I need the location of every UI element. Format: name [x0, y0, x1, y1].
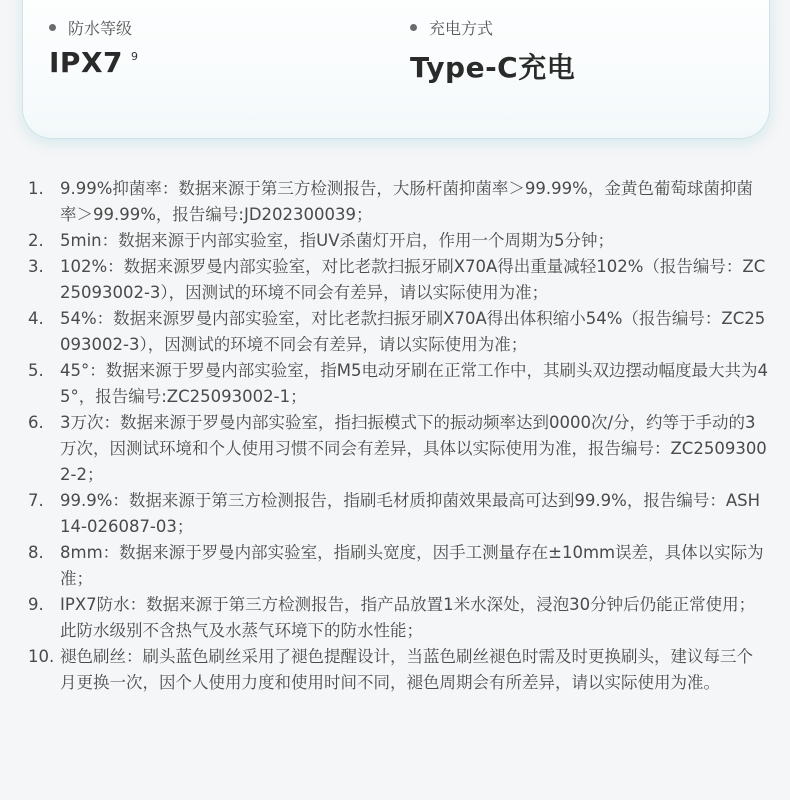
- bullet-dot-icon: [410, 24, 417, 31]
- spec-label: 充电方式: [429, 19, 494, 38]
- footnote-item: [28, 358, 768, 410]
- footnotes-list: [28, 176, 768, 696]
- footnote-text: 54%：数据来源罗曼内部实验室，对比老款扫振牙刷X70A得出体积缩小54%（报告编号：ZC25093002-3），因测试的环境不同会有差异，请以实际使用为准；: [60, 309, 766, 354]
- footnote-number: 7.: [28, 491, 44, 510]
- footnote-marker: 9: [131, 50, 139, 63]
- footnote-text: 褪色刷丝：刷头蓝色刷丝采用了褪色提醒设计，当蓝色刷丝褪色时需及时更换刷头，建议每三个月更换一次，因个人使用力度和使用时间不同，褪色周期会有所差异，请以实际使用为准。: [60, 647, 753, 692]
- footnote-item: [28, 254, 768, 306]
- footnote-item: [28, 410, 768, 488]
- spec-value-text: Type-C充电: [410, 51, 576, 84]
- spec-label: 防水等级: [68, 19, 133, 38]
- spec-card: [22, 0, 770, 139]
- footnote-number: 1.: [28, 179, 44, 198]
- footnote-item: [28, 176, 768, 228]
- footnote-number: 3.: [28, 257, 44, 276]
- footnote-text: 5min：数据来源于内部实验室，指UV杀菌灯开启，作用一个周期为5分钟；: [60, 231, 614, 250]
- footnote-number: 8.: [28, 543, 44, 562]
- footnote-number: 5.: [28, 361, 44, 380]
- spec-label-row: [410, 16, 493, 39]
- footnote-item: [28, 228, 768, 254]
- spec-value-text: IPX7: [49, 46, 124, 79]
- footnote-item: [28, 644, 768, 696]
- footnote-text: 99.9%：数据来源于第三方检测报告，指刷毛材质抑菌效果最高可达到99.9%，报告编号：ASH14-026087-03；: [60, 491, 761, 536]
- footnote-text: 45°：数据来源于罗曼内部实验室，指M5电动牙刷在正常工作中，其刷头双边摆动幅度最大共为45°，报告编号:ZC25093002-1；: [60, 361, 768, 406]
- footnote-number: 9.: [28, 595, 44, 614]
- footnote-item: [28, 488, 768, 540]
- footnote-number: 4.: [28, 309, 44, 328]
- footnote-text: IPX7防水：数据来源于第三方检测报告，指产品放置1米水深处，浸泡30分钟后仍能正常使用；此防水级别不含热气及水蒸气环境下的防水性能；: [60, 595, 756, 640]
- footnote-number: 2.: [28, 231, 44, 250]
- footnote-number: 10.: [28, 647, 55, 666]
- spec-label-row: [49, 16, 132, 39]
- footnote-text: 3万次：数据来源于罗曼内部实验室，指扫振模式下的振动频率达到0000次/分，约等于手动的3万次，因测试环境和个人使用习惯不同会有差异，具体以实际使用为准，报告编号：ZC25093002-2；: [60, 413, 767, 484]
- footnote-item: [28, 540, 768, 592]
- footnote-number: 6.: [28, 413, 44, 432]
- footnote-text: 102%：数据来源罗曼内部实验室，对比老款扫振牙刷X70A得出重量减轻102%（报告编号：ZC25093002-3），因测试的环境不同会有差异，请以实际使用为准；: [60, 257, 766, 302]
- spec-value: [49, 46, 139, 79]
- footnote-item: [28, 592, 768, 644]
- bullet-dot-icon: [49, 24, 56, 31]
- spec-value: [410, 46, 575, 86]
- footnote-text: 9.99%抑菌率：数据来源于第三方检测报告，大肠杆菌抑菌率＞99.99%，金黄色葡萄球菌抑菌率＞99.99%，报告编号:JD202300039；: [60, 179, 753, 224]
- footnote-item: [28, 306, 768, 358]
- footnote-text: 8mm：数据来源于罗曼内部实验室，指刷头宽度，因手工测量存在±10mm误差，具体以实际为准；: [60, 543, 764, 588]
